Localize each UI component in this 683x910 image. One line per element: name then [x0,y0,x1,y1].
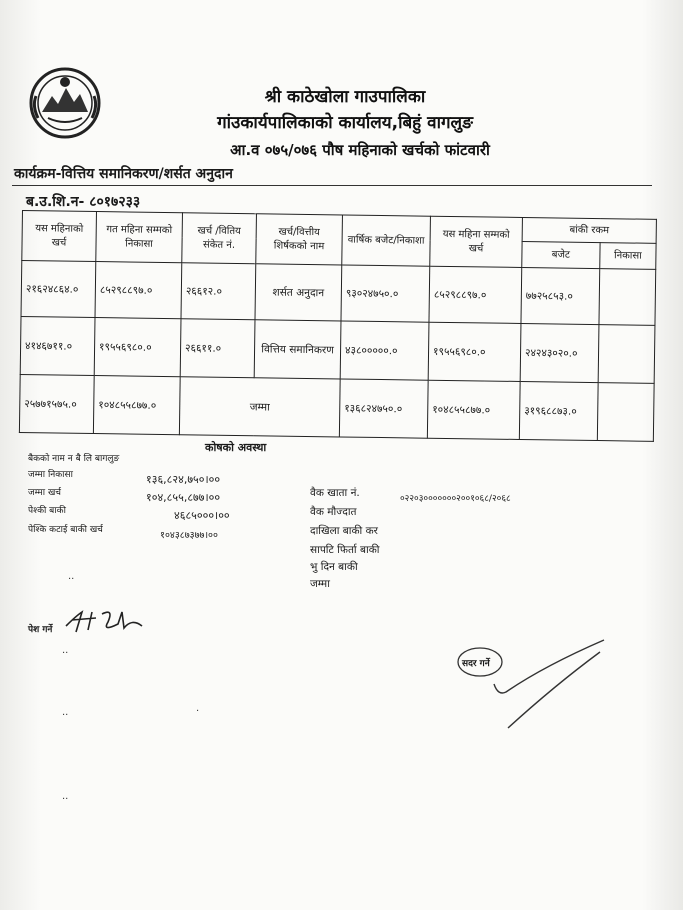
program-label: कार्यक्रम-वित्तिय समानिकरण/शर्सत अनुदान [14,166,233,182]
header-this-month-expense: यस महिनाको खर्च [22,211,97,262]
cell-annual: ४३८०००००.० [340,321,429,380]
cell-prev-month: १०४८५५८७७.० [93,376,180,435]
cell-rem-budget: ३१९६८८७३.० [519,381,598,440]
mark: ·· [62,794,69,805]
cell-code: २६६११.० [180,319,255,378]
total-release-value: १३६,८२४,७५०।०० [146,473,221,486]
header-remaining-budget: बजेट [522,241,600,268]
office-subtitle: गांउकार्यपालिकाको कार्यालय,बिहुं वागलुङ [217,113,473,133]
table-row [21,261,656,326]
treasury-title: कोषको अवस्था [205,441,267,454]
header-remaining-release: निकासा [600,243,656,270]
treasury-total-label: जम्मा [310,578,330,590]
cell-rem-budget: ७७२५८५३.० [521,267,600,324]
land-day-label: भु दिन बाकी [310,561,358,573]
cell-till-month: ८५२९८८९७.० [429,266,522,323]
cell-this-month: २५७७१५७५.० [19,374,94,433]
tax-balance-label: दाखिला बाकी कर [310,525,378,537]
cell-annual: ९३०२४७५०.० [341,265,430,322]
report-title: आ.व ०७५/०७६ पौष महिनाको खर्चको फांटवारी [230,141,490,159]
cell-this-month: ४१४६७११.० [20,316,95,375]
loan-return-label: सापटि फिर्ता बाकी [310,544,380,556]
approved-signature-icon [454,636,614,736]
net-expense-value: १०४३८७३७७।०० [160,530,218,541]
cell-rem-release [598,325,655,384]
cell-rem-release [599,269,656,326]
bank-name: बैकको नाम न बै लि बागलुङ [28,454,120,464]
mark: ·· [68,574,75,585]
total-expense-value: १०४,८५५,८७७।०० [146,491,221,504]
cell-till-month: १०४८५५८७७.० [427,380,520,439]
cell-rem-release [597,383,654,442]
divider [12,185,652,186]
cell-till-month: १९५५६९८०.० [428,322,521,381]
total-release-label: जम्मा निकासा [28,470,73,480]
mark: ·· [62,648,69,659]
advance-balance-label: पेश्की बाकी [28,506,66,516]
government-emblem-icon [28,66,102,140]
cell-rem-budget: २४२४३०२०.० [520,323,599,382]
office-name: श्री काठेखोला गाउपालिका [264,87,426,107]
expense-table-wrap [19,210,656,441]
header-till-this-month: यस महिना सम्मको खर्च [430,216,523,267]
header-remaining: बांकी रकम [522,217,656,243]
cell-head: शर्सत अनुदान [255,264,342,321]
expense-table [19,210,657,442]
approved-by-label: सदर गर्ने [462,659,490,669]
table-row [20,316,655,383]
cell-prev-month: १९५५६९८०.० [94,318,181,377]
table-row-total [19,374,654,441]
cell-annual: १३६८२४७५०.० [339,379,428,438]
account-no-label: वैक खाता नं. [310,487,360,499]
header-prev-month-release: गत महिना सम्मको निकासा [96,212,183,263]
cell-prev-month: ८५२९८८९७.० [95,262,182,319]
submitted-by-label: पेश गर्ने [28,625,53,635]
header-expense-code: खर्च /वितिय संकेत नं. [182,213,257,264]
cell-this-month: २१६२४८६४.० [21,261,96,318]
header-annual-budget: वार्षिक बजेट/निकाशा [342,215,431,266]
advance-balance-value: ४६८५०००।०० [174,509,230,522]
bank-balance-label: वैक मौज्दात [310,506,357,518]
submitted-signature-icon [62,604,148,636]
header-expense-head: खर्च/वित्तीय शिर्षकको नाम [256,214,343,265]
mark: ·· [62,710,69,721]
mark: · [196,706,200,717]
cell-total-label: जम्मा [179,377,340,437]
net-expense-label: पेश्कि कटाई बाकी खर्च [28,525,103,535]
cell-head: वित्तिय समानिकरण [254,320,341,379]
account-no-value: ०२२०३०००००००२००१०६८/२०६८ [400,494,511,504]
cell-code: २६६१२.० [181,263,256,320]
budget-code: ब.उ.शि.न- ८०१७२३३ [26,194,141,210]
total-expense-label: जम्मा खर्च [28,488,62,498]
